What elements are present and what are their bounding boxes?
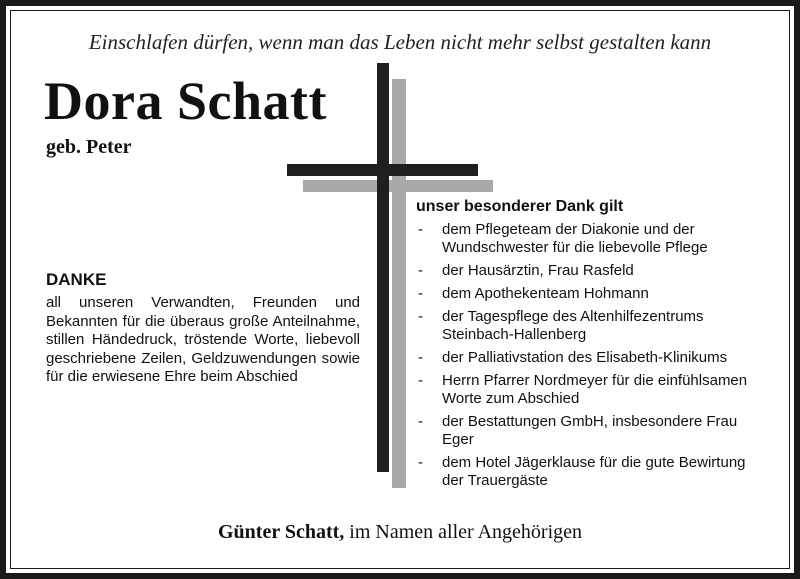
deceased-name: Dora Schatt	[44, 71, 327, 131]
thanks-list-item	[418, 262, 768, 280]
signature	[0, 521, 800, 544]
danke-text: all unseren Verwandten, Freunden und Bekannten für die überaus große Anteilnahme, stillen Händedruck, tröstende Worte, liebevoll geschriebene Zeilen, Geldzuwendungen sowie für die erwiesene Ehre beim Abschied	[46, 294, 360, 385]
cross-shadow-vertical	[392, 79, 406, 488]
thanks-list-item	[418, 454, 768, 490]
list-dash: -	[418, 372, 423, 389]
thanks-item-text: Herrn Pfarrer Nordmeyer für die einfühlsamen Worte zum Abschied	[442, 372, 748, 407]
thanks-item-text: der Bestattungen GmbH, insbesondere Frau Eger	[442, 413, 738, 448]
maiden-name: geb. Peter	[46, 136, 132, 158]
list-dash: -	[418, 285, 423, 302]
danke-title: DANKE	[46, 270, 107, 289]
thanks-item-text: der Tagespflege des Altenhilfezentrums Steinbach-Hallenberg	[442, 308, 704, 343]
motto: Einschlafen dürfen, wenn man das Leben nicht mehr selbst gestalten kann	[88, 30, 712, 54]
thanks-list-item	[418, 221, 768, 257]
list-dash: -	[418, 349, 423, 366]
cross-vertical	[377, 63, 389, 472]
thanks-list-item	[418, 285, 768, 303]
thanks-list-item	[418, 308, 768, 344]
list-dash: -	[418, 221, 423, 238]
thanks-item-text: der Palliativstation des Elisabeth-Klinikums	[442, 349, 728, 366]
list-dash: -	[418, 308, 423, 325]
signer-name: Günter Schatt,	[217, 521, 345, 543]
thanks-list-item	[418, 413, 768, 449]
thanks-list-item	[418, 372, 768, 408]
cross-shadow-horizontal	[303, 180, 493, 192]
special-thanks-list	[418, 221, 768, 495]
cross-horizontal	[287, 164, 478, 176]
thanks-list-item	[418, 349, 768, 367]
signature-rest: im Namen aller Angehörigen	[344, 521, 583, 543]
thanks-item-text: dem Hotel Jägerklause für die gute Bewirtung der Trauergäste	[442, 454, 746, 489]
list-dash: -	[418, 454, 423, 471]
special-thanks-title: unser besonderer Dank gilt	[416, 198, 624, 215]
thanks-item-text: dem Pflegeteam der Diakonie und der Wundschwester für die liebevolle Pflege	[442, 221, 708, 256]
thanks-item-text: dem Apothekenteam Hohmann	[442, 285, 649, 302]
list-dash: -	[418, 262, 423, 279]
thanks-item-text: der Hausärztin, Frau Rasfeld	[442, 262, 634, 279]
list-dash: -	[418, 413, 423, 430]
